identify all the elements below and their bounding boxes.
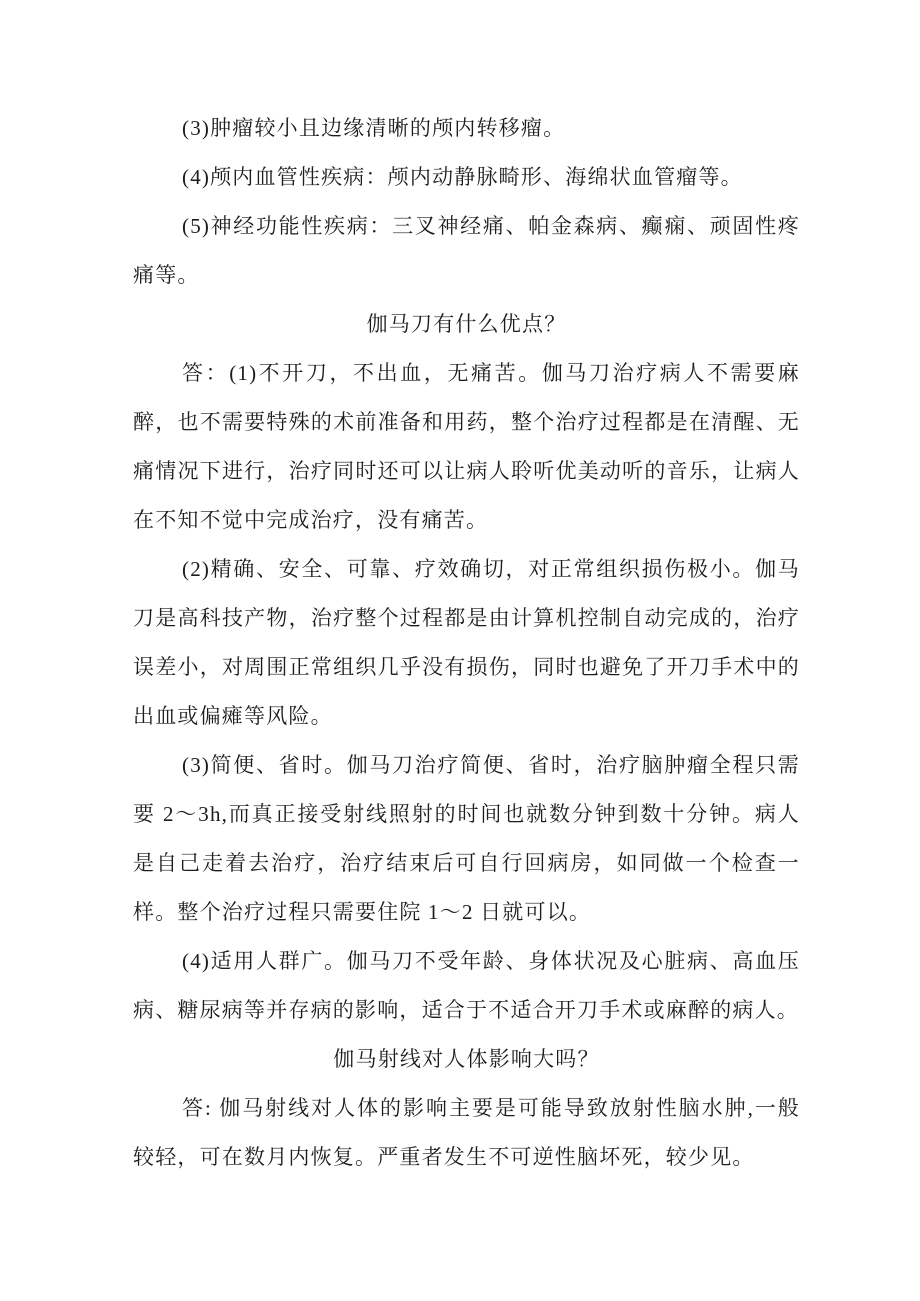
paragraph-advantage-4: (4)适用人群广。伽马刀不受年龄、身体状况及心脏病、高血压病、糖尿病等并存病的影响，适合于不适合开刀手术或麻醉的病人。 <box>133 949 800 1022</box>
paragraph-indication-3: (3)肿瘤较小且边缘清晰的颅内转移瘤。 <box>182 116 566 140</box>
paragraph-indication-5: (5)神经功能性疾病：三叉神经痛、帕金森病、癫痫、顽固性疼痛等。 <box>133 214 800 287</box>
paragraph-advantage-1: 答：(1)不开刀，不出血，无痛苦。伽马刀治疗病人不需要麻醉，也不需要特殊的术前准备和用药，整个治疗过程都是在清醒、无痛情况下进行，治疗同时还可以让病人聆听优美动听的音乐，让病人在不知不觉中完成治疗，没有痛苦。 <box>133 361 800 532</box>
paragraph-gamma-ray-effect-answer: 答: 伽马射线对人体的影响主要是可能导致放射性脑水肿,一般较轻，可在数月内恢复。严重者发生不可逆性脑坏死，较少见。 <box>133 1096 800 1169</box>
heading-gamma-ray-body-effect: 伽马射线对人体影响大吗？ <box>333 1047 600 1071</box>
paragraph-advantage-2: (2)精确、安全、可靠、疗效确切，对正常组织损伤极小。伽马刀是高科技产物，治疗整个过程都是由计算机控制自动完成的，治疗误差小，对周围正常组织几乎没有损伤，同时也避免了开刀手术中的出血或偏瘫等风险。 <box>133 557 800 728</box>
paragraph-advantage-3: (3)简便、省时。伽马刀治疗简便、省时，治疗脑肿瘤全程只需要 2～3h,而真正接受射线照射的时间也就数分钟到数十分钟。病人是自己走着去治疗，治疗结束后可自行回病房，如同做一个检查一样。整个治疗过程只需要住院 1～2 日就可以。 <box>133 753 800 924</box>
paragraph-indication-4: (4)颅内血管性疾病：颅内动静脉畸形、海绵状血管瘤等。 <box>182 165 743 189</box>
document-content <box>133 104 800 1182</box>
heading-gamma-knife-advantages: 伽马刀有什么优点？ <box>366 312 567 336</box>
